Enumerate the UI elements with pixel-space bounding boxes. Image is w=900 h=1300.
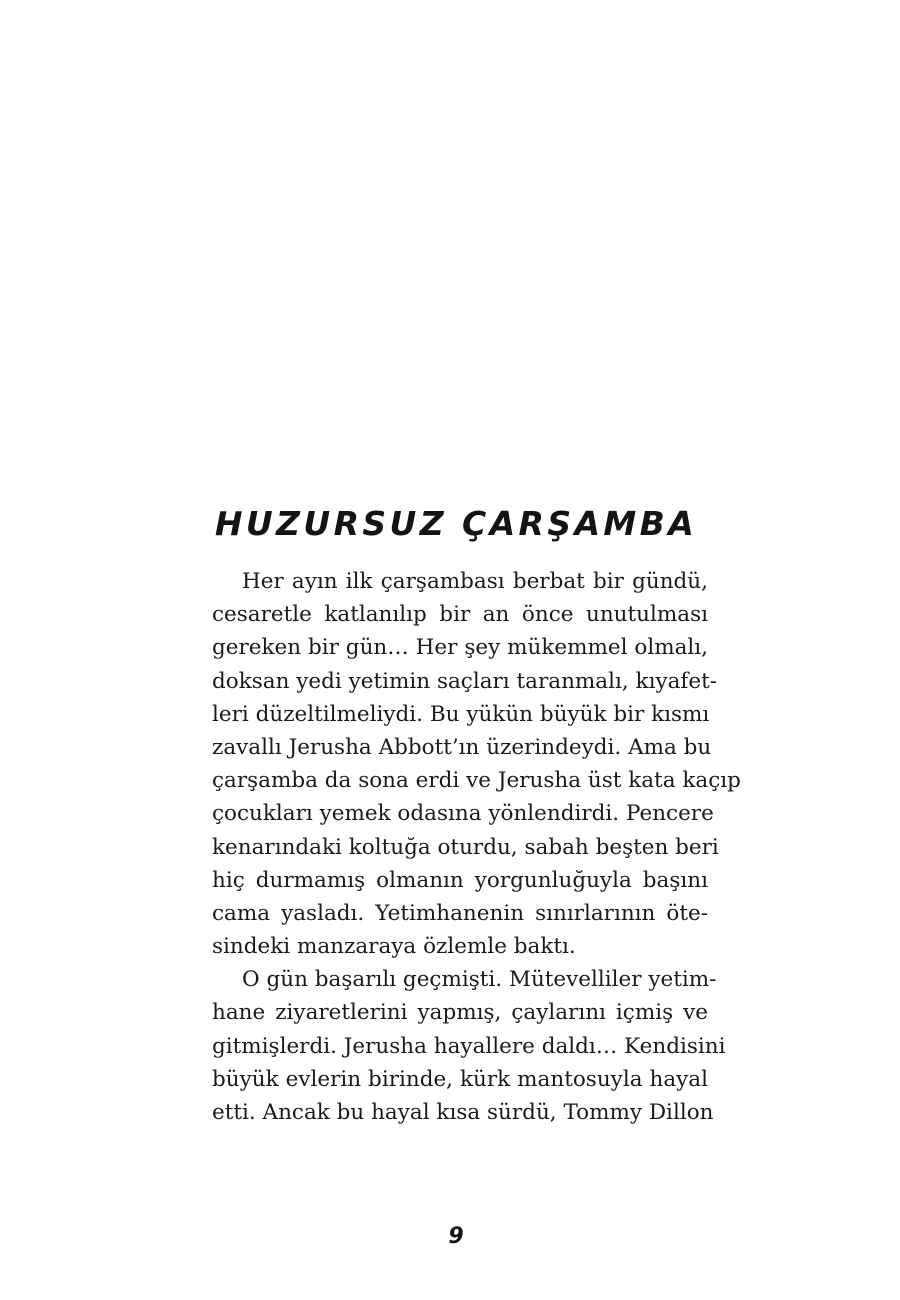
text-line: cesaretle katlanılıp bir an önce unutulması (212, 602, 708, 628)
text-line: sindeki manzaraya özlemle baktı. (212, 934, 576, 960)
chapter-title: HUZURSUZ ÇARŞAMBA (214, 504, 698, 543)
text-line: cama yasladı. Yetimhanenin sınırlarının öte- (212, 900, 708, 926)
text-line: O gün başarılı geçmişti. Mütevelliler yetim- (242, 967, 717, 993)
text-line: gitmişlerdi. Jerusha hayallere daldı… Kendisini (212, 1033, 726, 1059)
text-line: leri düzeltilmeliydi. Bu yükün büyük bir kısmı (212, 701, 710, 727)
body-text (212, 565, 741, 1129)
text-line: Her ayın ilk çarşambası berbat bir gündü, (242, 569, 708, 594)
text-line: doksan yedi yetimin saçları taranmalı, kıyafet- (212, 668, 717, 694)
paragraph-1 (212, 565, 741, 963)
text-line: gereken bir gün… Her şey mükemmel olmalı, (212, 635, 708, 661)
paragraph-2 (212, 963, 726, 1129)
text-line: zavallı Jerusha Abbott’ın üzerindeydi. Ama bu (212, 734, 712, 760)
text-line: etti. Ancak bu hayal kısa sürdü, Tommy Dillon (212, 1100, 714, 1125)
text-line: hane ziyaretlerini yapmış, çaylarını içmiş ve (212, 1000, 708, 1026)
text-line: hiç durmamış olmanın yorgunluğuyla başını (212, 867, 708, 893)
text-line: çocukları yemek odasına yönlendirdi. Pencere (212, 801, 714, 827)
text-line: kenarındaki koltuğa oturdu, sabah beşten beri (212, 834, 719, 860)
page-number: 9 (448, 1224, 464, 1249)
text-line: büyük evlerin birinde, kürk mantosuyla hayal (212, 1066, 708, 1092)
text-line: çarşamba da sona erdi ve Jerusha üst kata kaçıp (212, 768, 741, 794)
